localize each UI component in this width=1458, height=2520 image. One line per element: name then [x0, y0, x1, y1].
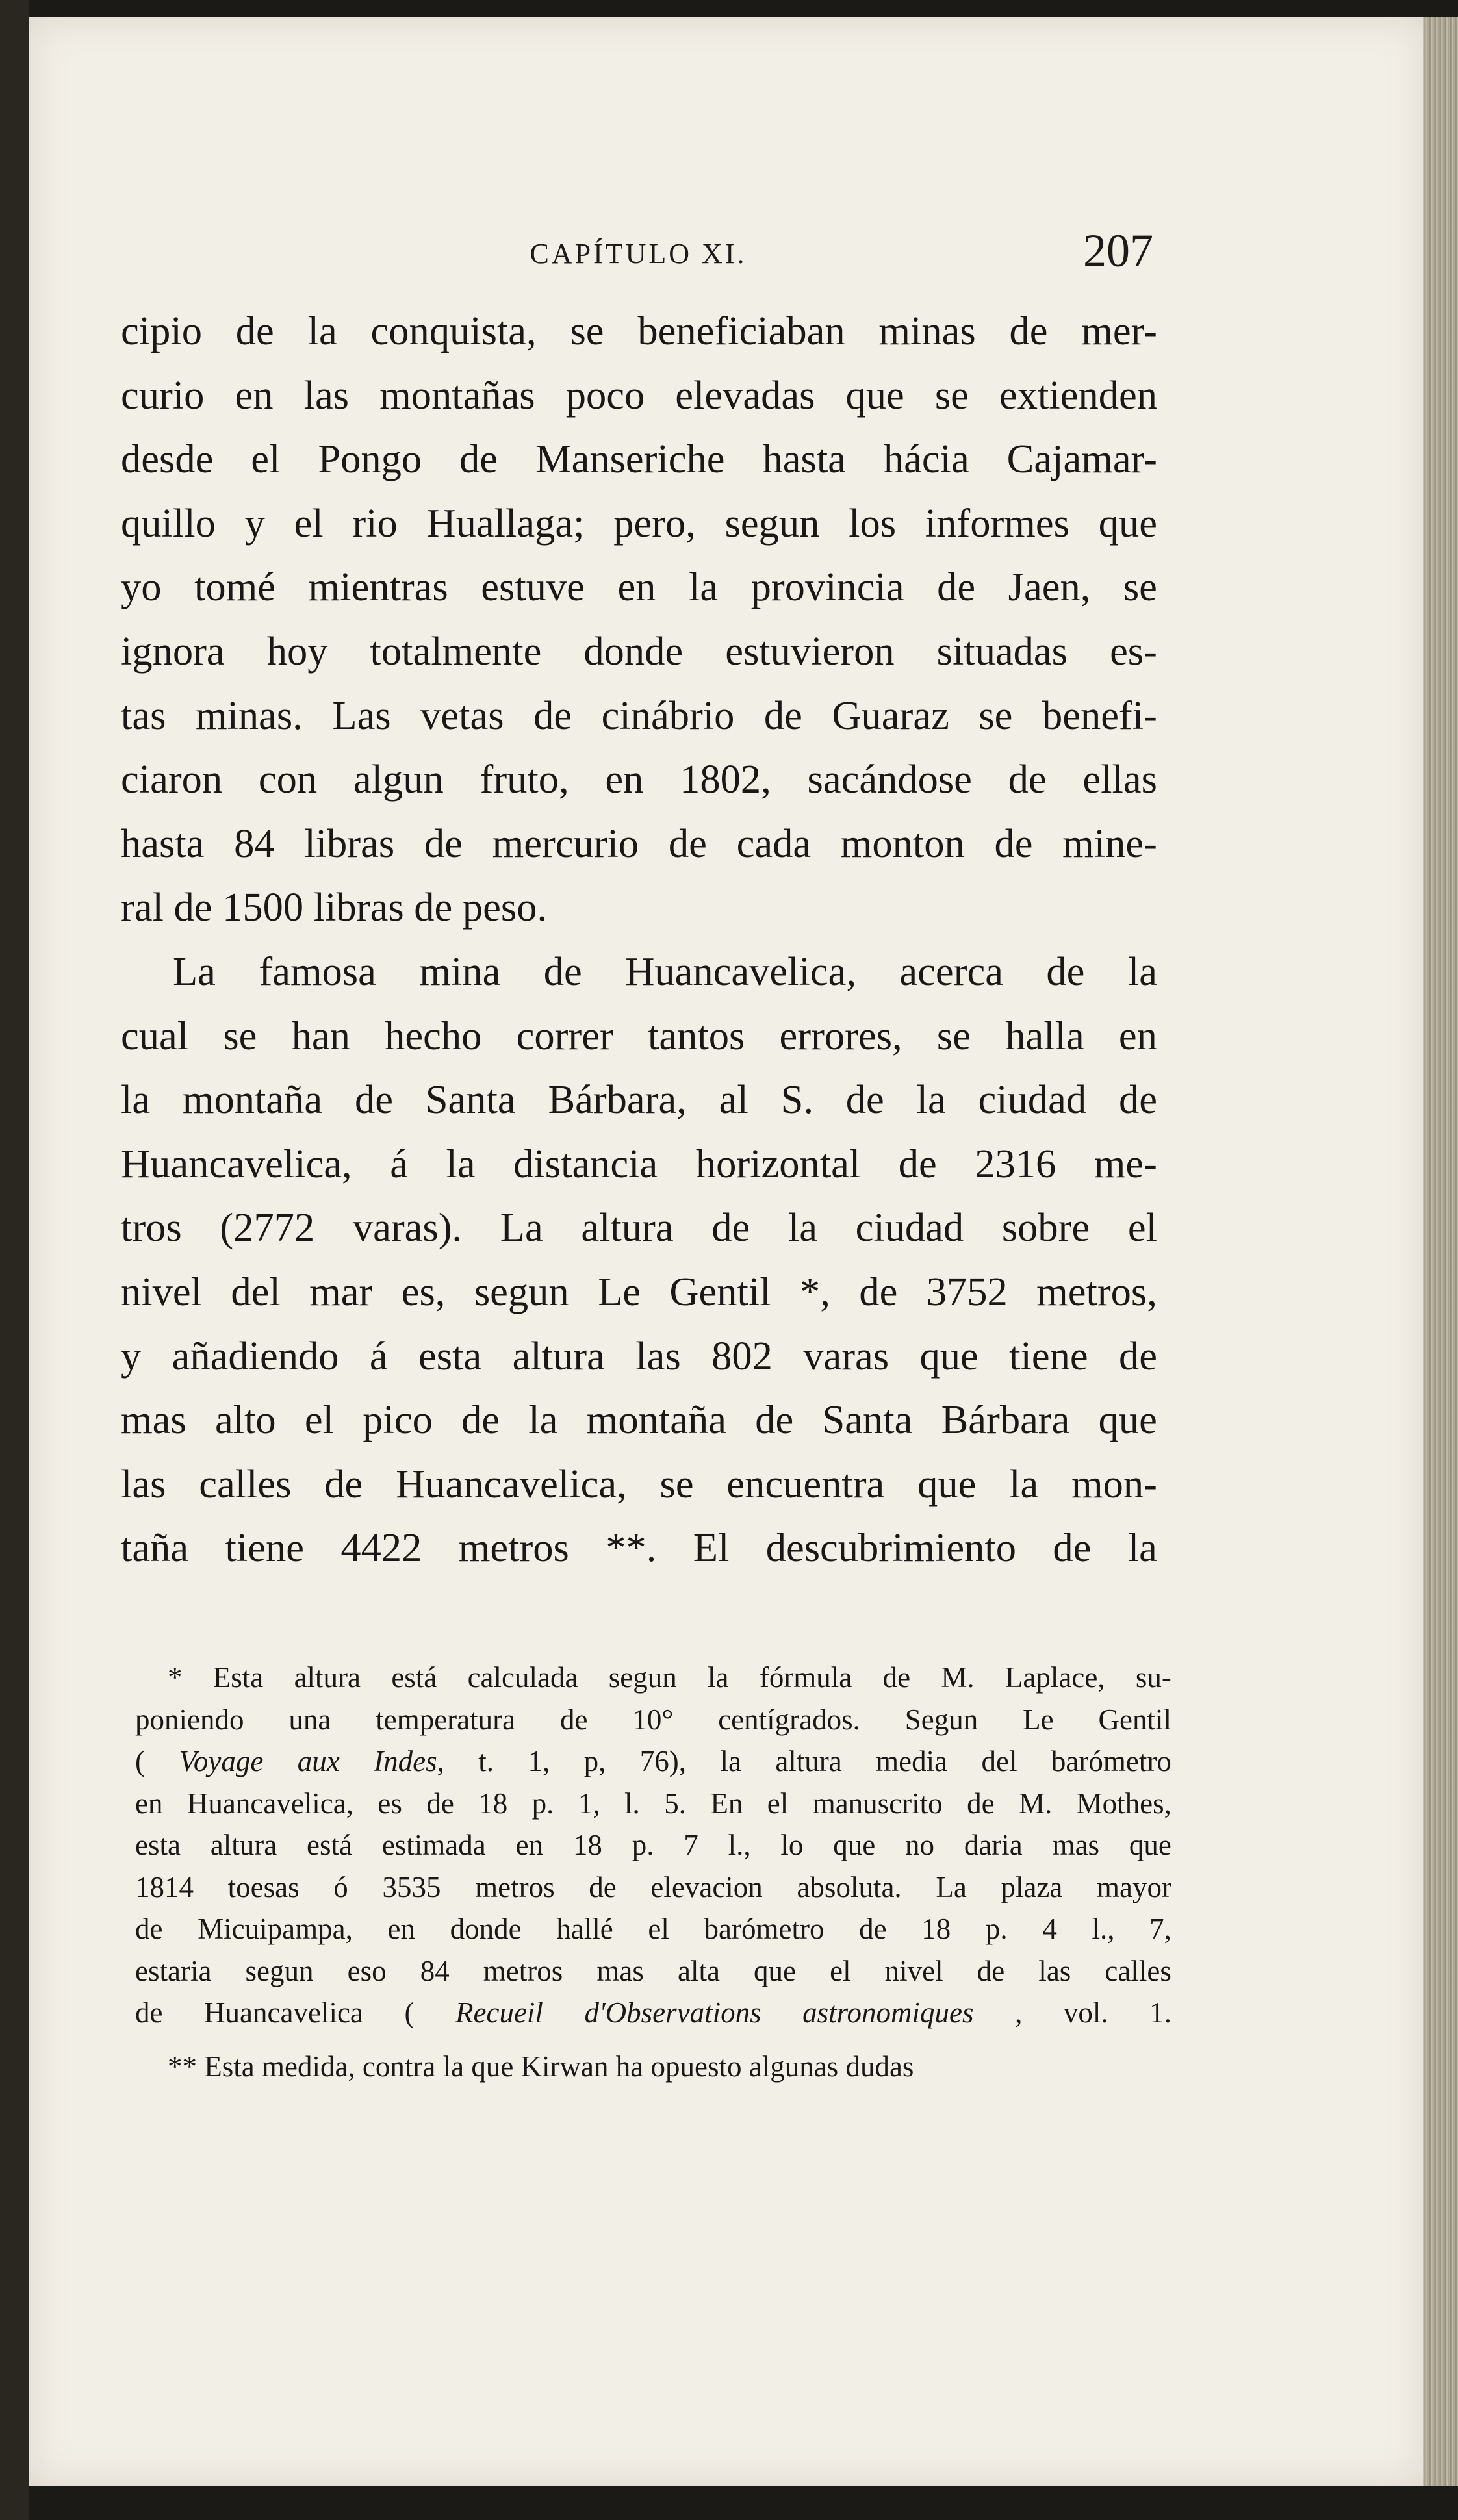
running-head: CAPÍTULO XI. — [530, 238, 747, 270]
page-stack-edge — [1423, 17, 1458, 2486]
footnote-line: de Micuipampa, en donde hallé el barómetro de 18 p. 4 l., 7, — [135, 1913, 1171, 1945]
text-line: quillo y el rio Huallaga; pero, segun los informes que — [121, 500, 1157, 546]
footnote-line: 1814 toesas ó 3535 metros de elevacion absoluta. La plaza mayor — [135, 1870, 1171, 1903]
page-number: 207 — [1083, 225, 1153, 277]
footnote-line: * Esta altura está calculada segun la fórmula de M. Laplace, su- — [168, 1661, 1171, 1694]
text-line: cipio de la conquista, se beneficiaban minas de mer- — [121, 308, 1157, 353]
text-line: la montaña de Santa Bárbara, al S. de la ciudad de — [121, 1076, 1157, 1123]
text-line: las calles de Huancavelica, se encuentra que la mon- — [121, 1460, 1157, 1507]
text-line: ciaron con algun fruto, en 1802, sacándose de ellas — [121, 756, 1157, 802]
footnote-line: en Huancavelica, es de 18 p. 1, l. 5. En el manuscrito de M. Mothes, — [135, 1787, 1171, 1820]
text-line: La famosa mina de Huancavelica, acerca de la — [173, 948, 1157, 994]
page-header — [123, 224, 1153, 283]
footnote-line: poniendo una temperatura de 10° centígrados. Segun Le Gentil — [135, 1703, 1171, 1736]
text-line: cual se han hecho correr tantos errores, se halla en — [121, 1012, 1157, 1058]
text-line: ral de 1500 libras de peso. — [121, 884, 548, 930]
text-line: Huancavelica, á la distancia horizontal de 2316 me- — [121, 1140, 1157, 1186]
text-line: ignora hoy totalmente donde estuvieron situadas es- — [121, 628, 1157, 674]
text-line: tas minas. Las vetas de cinábrio de Guaraz se benefi- — [121, 692, 1157, 738]
text-line: mas alto el pico de la montaña de Santa Bárbara que — [121, 1397, 1157, 1443]
text-line: yo tomé mientras estuve en la provincia de Jaen, se — [121, 564, 1157, 610]
text-line: desde el Pongo de Manseriche hasta hácia Cajamar- — [121, 436, 1157, 482]
text-line: y añadiendo á esta altura las 802 varas que tiene de — [121, 1332, 1157, 1379]
main-text — [121, 299, 1157, 1580]
book-binding — [0, 0, 29, 2520]
footnote-1 — [135, 1657, 1171, 2034]
text-line: curio en las montañas poco elevadas que se extienden — [121, 372, 1157, 418]
footnote-line: ( Voyage aux Indes, t. 1, p, 76), la altura media del barómetro — [135, 1745, 1171, 1777]
text-line: nivel del mar es, segun Le Gentil *, de 3752 metros, — [121, 1268, 1157, 1314]
footnote-line: esta altura está estimada en 18 p. 7 l., lo que no daria mas que — [135, 1829, 1171, 1861]
text-line: hasta 84 libras de mercurio de cada monton de mine- — [121, 820, 1157, 866]
text-line: tros (2772 varas). La altura de la ciudad sobre el — [121, 1204, 1157, 1251]
footnotes — [135, 1657, 1171, 2087]
footnote-2-text: ** Esta medida, contra la que Kirwan ha opuesto algunas dudas — [168, 2050, 914, 2083]
text-line: taña tiene 4422 metros **. El descubrimiento de la — [121, 1525, 1157, 1571]
footnote-line: estaria segun eso 84 metros mas alta que el nivel de las calles — [135, 1954, 1171, 1987]
footnote-line: de Huancavelica ( Recueil d'Observations astronomiques , vol. 1. — [135, 1996, 1171, 2029]
footnote-2-line — [135, 2046, 1171, 2088]
